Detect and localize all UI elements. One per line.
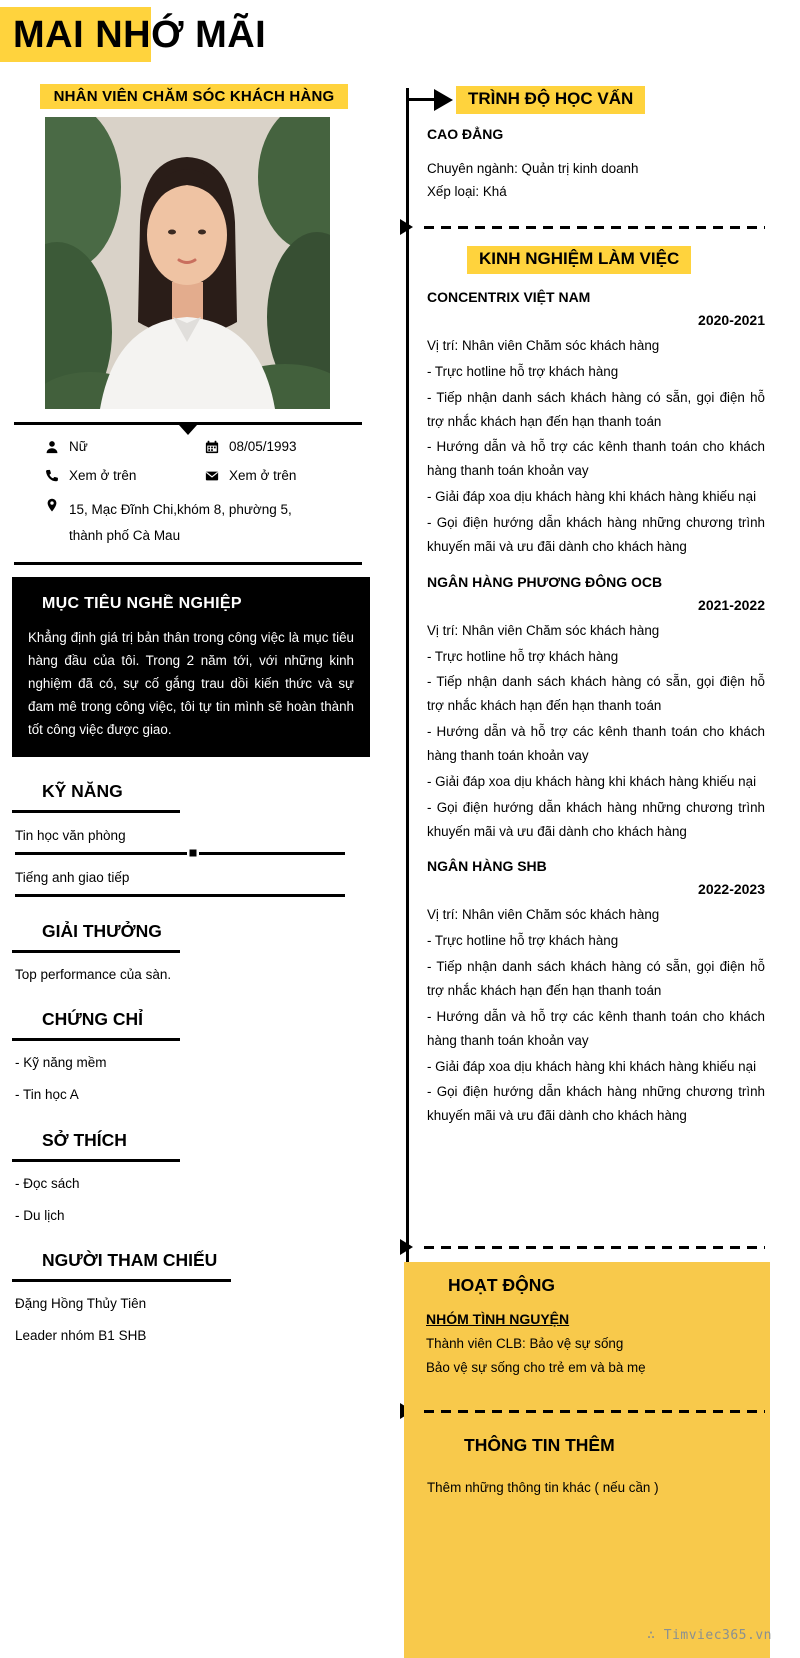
gender-value: Nữ [69,439,88,454]
email-value: Xem ở trên [229,468,297,483]
additional-info-section [404,1435,770,1495]
personal-info [12,439,370,550]
job-bullet: - Tiếp nhận danh sách khách hàng có sẵn, gọi điện hỗ trợ nhắc khách hạn đến hạn thanh toán [427,674,765,714]
watermark: ∴ Timviec365.vn [647,1628,772,1643]
info-row [12,439,370,454]
dashed-divider [424,1246,765,1249]
certificate-item: - Tin học A [15,1087,79,1103]
dashed-divider [424,1410,765,1413]
job-bullet: - Hướng dẫn và hỗ trợ các kênh thanh toán cho khách hàng thanh toán khoản vay [427,724,765,764]
skills-heading: KỸ NĂNG [12,781,180,813]
hobbies-section [12,1130,370,1227]
job-period: 2021-2022 [698,596,765,613]
certificates-heading: CHỨNG CHỈ [12,1009,180,1041]
job-period: 2022-2023 [698,881,765,898]
reference-name: Đặng Hồng Thủy Tiên [15,1296,147,1312]
left-column [12,84,370,1347]
job-bullet: - Giải đáp xoa dịu khách hàng khi khách hàng khiếu nại [427,489,757,505]
job-bullet: - Hướng dẫn và hỗ trợ các kênh thanh toán cho khách hàng thanh toán khoản vay [427,1008,765,1048]
info-row [12,468,370,483]
education-major: Chuyên ngành: Quản trị kinh doanh [427,161,639,176]
phone-value: Xem ở trên [69,468,137,483]
job-bullet: - Giải đáp xoa dịu khách hàng khi khách hàng khiếu nại [427,773,757,789]
job-title: NHÂN VIÊN CHĂM SÓC KHÁCH HÀNG [40,84,348,109]
additional-heading: THÔNG TIN THÊM [464,1435,615,1455]
dob-value: 08/05/1993 [229,439,297,454]
job-bullet: - Tiếp nhận danh sách khách hàng có sẵn, gọi điện hỗ trợ nhắc khách hạn đến hạn thanh toán [427,389,765,429]
job-company: NGÂN HÀNG PHƯƠNG ĐÔNG OCB [427,573,663,590]
additional-text: Thêm những thông tin khác ( nếu cần ) [427,1480,659,1495]
skill-label: Tiếng anh giao tiếp [15,869,130,885]
job-position: Vị trí: Nhân viên Chăm sóc khách hàng [427,622,660,638]
job-bullet: - Gọi điện hướng dẫn khách hàng những chương trình khuyến mãi và ưu đãi dành cho khách hàng [427,799,765,839]
location-icon [45,498,59,512]
experience-job [427,858,765,1128]
education-body [404,126,770,204]
job-position: Vị trí: Nhân viên Chăm sóc khách hàng [427,338,660,353]
divider-photo-bottom [14,422,362,425]
calendar-icon [205,440,219,454]
portrait-illustration [45,117,330,409]
hobby-item: - Du lịch [15,1207,65,1223]
awards-section [12,921,370,985]
job-position: Vị trí: Nhân viên Chăm sóc khách hàng [427,907,660,923]
address-value: 15, Mạc Đĩnh Chi,khóm 8, phường 5, thành phố Cà Mau [69,502,292,544]
objective-heading: MỤC TIÊU NGHỀ NGHIỆP [42,594,242,612]
job-bullet: - Giải đáp xoa dịu khách hàng khi khách hàng khiếu nại [427,1058,757,1074]
job-bullet: - Trực hotline hỗ trợ khách hàng [427,933,619,949]
person-icon [45,440,59,454]
activity-line: Bảo vệ sự sống cho trẻ em và bà mẹ [426,1360,646,1376]
candidate-name: MAI NHỚ MÃI [13,14,267,56]
skill-item [12,870,370,897]
certificate-item: - Kỹ năng mềm [15,1055,107,1071]
job-bullet: - Trực hotline hỗ trợ khách hàng [427,648,619,664]
spine-marker-icon [400,219,413,235]
hobbies-heading: SỞ THÍCH [12,1130,180,1162]
skills-section [12,781,370,897]
experience-section [404,246,770,1128]
info-phone [45,468,205,483]
job-bullet: - Trực hotline hỗ trợ khách hàng [427,363,619,379]
spine-marker-icon [400,1239,413,1255]
phone-icon [45,469,59,483]
email-icon [205,469,219,483]
job-company: CONCENTRIX VIỆT NAM [427,289,591,305]
profile-photo [45,117,330,409]
activities-subheading: NHÓM TÌNH NGUYỆN [426,1311,570,1327]
education-grade: Xếp loại: Khá [427,184,507,200]
job-period: 2020-2021 [698,312,765,328]
experience-job [427,574,765,844]
activities-heading: HOẠT ĐỘNG [448,1275,555,1295]
job-bullet: - Tiếp nhận danh sách khách hàng có sẵn, gọi điện hỗ trợ nhắc khách hạn đến hạn thanh toán [427,959,765,999]
skill-label: Tin học văn phòng [15,827,126,843]
info-address [45,497,309,550]
activity-line: Thành viên CLB: Bảo vệ sự sống [426,1336,624,1351]
experience-heading: KINH NGHIỆM LÀM VIỆC [467,246,691,274]
info-email [205,468,296,483]
skill-slider[interactable] [15,894,345,897]
references-section [12,1250,370,1347]
job-bullet: - Gọi điện hướng dẫn khách hàng những chương trình khuyến mãi và ưu đãi dành cho khách hàng [427,515,765,554]
reference-role: Leader nhóm B1 SHB [15,1328,147,1344]
awards-heading: GIẢI THƯỞNG [12,921,180,953]
job-bullet: - Hướng dẫn và hỗ trợ các kênh thanh toán cho khách hàng thanh toán khoản vay [427,439,765,479]
info-row [12,497,370,550]
info-gender [45,439,205,454]
objective-text: Khẳng định giá trị bản thân trong công việc là mục tiêu hàng đầu của tôi. Trong 2 năm tới, với những kinh nghiệm đã có, sự cố gắng trau dồi kiến thức và sự đam mê trong công việc, tôi tự tin mình sẽ hoàn thành tốt công việc được giao. [28,629,354,737]
divider-info-bottom [14,562,362,565]
education-degree: CAO ĐẲNG [427,126,504,142]
experience-job [427,289,765,559]
dashed-divider [424,226,765,229]
references-heading: NGƯỜI THAM CHIẾU [12,1250,231,1282]
job-company: NGÂN HÀNG SHB [427,858,547,875]
certificates-section [12,1009,370,1106]
skill-slider[interactable] [15,852,345,855]
award-item: Top performance của sàn. [15,966,172,982]
education-heading: TRÌNH ĐỘ HỌC VẤN [456,86,645,114]
job-bullet: - Gọi điện hướng dẫn khách hàng những chương trình khuyến mãi và ưu đãi dành cho khách hàng [427,1084,765,1124]
objective-section [12,577,370,757]
hobby-item: - Đọc sách [15,1175,80,1191]
skill-slider-knob[interactable] [187,847,199,859]
triangle-down-icon [179,425,197,435]
info-dob [205,439,297,454]
skill-item [12,828,370,855]
education-section [404,86,770,204]
